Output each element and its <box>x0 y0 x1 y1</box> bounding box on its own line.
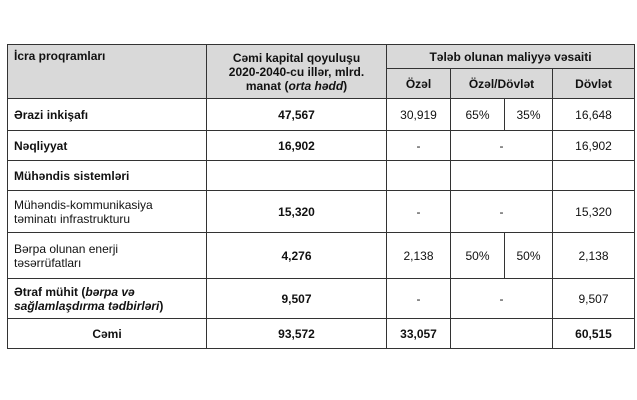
row-pct-private: 65% <box>451 99 505 131</box>
row-total: 9,507 <box>207 279 387 319</box>
row-private: 33,057 <box>387 319 451 349</box>
row-label: Mühəndis-kommunikasiya təminatı infrastrukturu <box>8 191 207 233</box>
row-state: 16,648 <box>553 99 635 131</box>
row-mixed <box>451 161 553 191</box>
row-total <box>207 161 387 191</box>
row-private: - <box>387 279 451 319</box>
row-state: 16,902 <box>553 131 635 161</box>
header-private: Özəl <box>387 69 451 99</box>
table-row-total <box>8 319 635 349</box>
row-total: 93,572 <box>207 319 387 349</box>
row-label: Ərazi inkişafı <box>8 99 207 131</box>
row-state: 2,138 <box>553 233 635 279</box>
header-total-investment <box>207 45 387 99</box>
row-mixed: - <box>451 279 553 319</box>
row-label: Bərpa olunan enerji təsərrüfatları <box>8 233 207 279</box>
row-mixed <box>451 319 553 349</box>
table-row <box>8 233 635 279</box>
row-total: 15,320 <box>207 191 387 233</box>
row-private <box>387 161 451 191</box>
row-state: 60,515 <box>553 319 635 349</box>
table-row <box>8 161 635 191</box>
header-state: Dövlət <box>553 69 635 99</box>
row-state: 15,320 <box>553 191 635 233</box>
header-total-line3: manat (orta hədd) <box>245 78 348 93</box>
row-pct-state: 35% <box>505 99 553 131</box>
row-pct-state: 50% <box>505 233 553 279</box>
row-label: Nəqliyyat <box>8 131 207 161</box>
table-row <box>8 99 635 131</box>
row-mixed: - <box>451 131 553 161</box>
row-label: Ətraf mühit (bərpa və sağlamlaşdırma tədbirləri) <box>8 279 207 319</box>
row-label: Mühəndis sistemləri <box>8 161 207 191</box>
header-required-funds: Tələb olunan maliyyə vəsaiti <box>387 45 635 69</box>
row-mixed: - <box>451 191 553 233</box>
row-total: 47,567 <box>207 99 387 131</box>
header-total-line2: 2020-2040-cu illər, mlrd. <box>228 64 365 79</box>
row-total: 16,902 <box>207 131 387 161</box>
row-state <box>553 161 635 191</box>
row-private: 30,919 <box>387 99 451 131</box>
row-private: - <box>387 131 451 161</box>
row-total: 4,276 <box>207 233 387 279</box>
header-total-line1: Cəmi kapital qoyuluşu <box>232 50 361 65</box>
row-label: Cəmi <box>8 319 207 349</box>
row-state: 9,507 <box>553 279 635 319</box>
header-private-state: Özəl/Dövlət <box>451 69 553 99</box>
table-row <box>8 191 635 233</box>
investment-table <box>7 44 635 349</box>
row-private: 2,138 <box>387 233 451 279</box>
table-row <box>8 279 635 319</box>
row-pct-private: 50% <box>451 233 505 279</box>
header-programs: İcra proqramları <box>8 45 207 99</box>
row-private: - <box>387 191 451 233</box>
table-row <box>8 131 635 161</box>
